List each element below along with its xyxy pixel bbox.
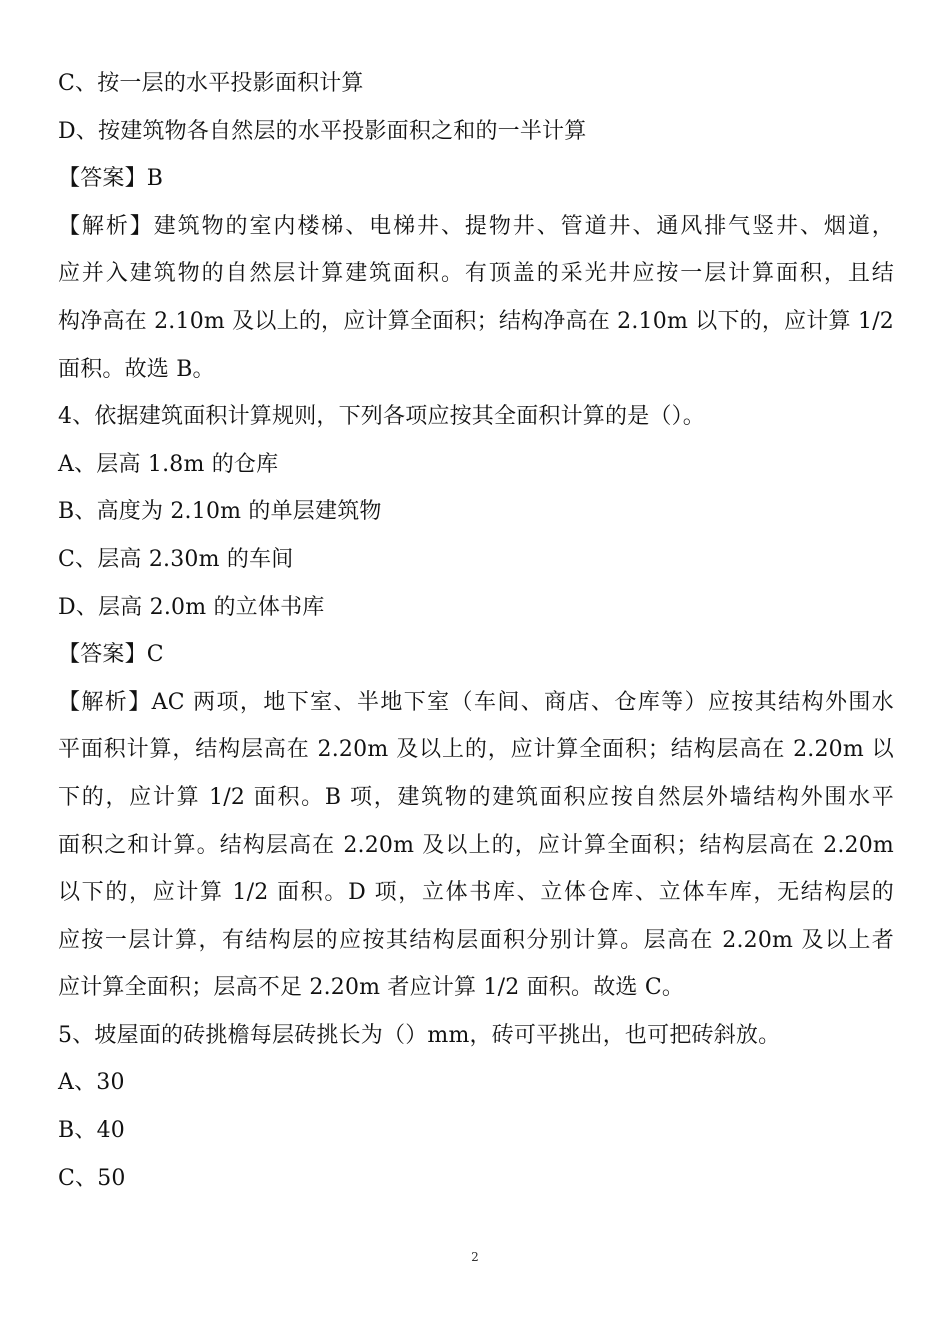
analysis-q3-line-2: 应并入建筑物的自然层计算建筑面积。有顶盖的采光井应按一层计算面积，且结 bbox=[58, 261, 894, 287]
option-a-q4: A、层高 1.8m 的仓库 bbox=[58, 451, 279, 477]
option-d-q4: D、层高 2.0m 的立体书库 bbox=[58, 594, 325, 620]
option-b-q5: B、40 bbox=[58, 1118, 125, 1144]
option-b-q4: B、高度为 2.10m 的单层建筑物 bbox=[58, 499, 382, 525]
analysis-q3-line-3: 构净高在 2.10m 及以上的，应计算全面积；结构净高在 2.10m 以下的，应计算 1/2 bbox=[58, 308, 894, 334]
document-page bbox=[58, 60, 894, 1202]
analysis-q4-line-6: 应按一层计算，有结构层的应按其结构层面积分别计算。层高在 2.20m 及以上者 bbox=[58, 927, 894, 953]
answer-q4: 【答案】C bbox=[58, 642, 164, 668]
option-c-q5: C、50 bbox=[58, 1165, 126, 1191]
question-5: 5、坡屋面的砖挑檐每层砖挑长为（）mm，砖可平挑出，也可把砖斜放。 bbox=[58, 1022, 781, 1048]
answer-q3: 【答案】B bbox=[58, 166, 164, 192]
analysis-q4-line-3: 下的，应计算 1/2 面积。B 项，建筑物的建筑面积应按自然层外墙结构外围水平 bbox=[58, 784, 894, 810]
analysis-q4-line-7: 应计算全面积；层高不足 2.20m 者应计算 1/2 面积。故选 C。 bbox=[58, 975, 685, 1001]
page-number: 2 bbox=[471, 1250, 479, 1264]
analysis-q4-line-2: 平面积计算，结构层高在 2.20m 及以上的，应计算全面积；结构层高在 2.20m 以 bbox=[58, 737, 894, 763]
analysis-q4-line-1: 【解析】AC 两项，地下室、半地下室（车间、商店、仓库等）应按其结构外围水 bbox=[58, 689, 894, 715]
option-d-q3: D、按建筑物各自然层的水平投影面积之和的一半计算 bbox=[58, 118, 587, 144]
option-c-q3: C、按一层的水平投影面积计算 bbox=[58, 71, 364, 96]
option-c-q4: C、层高 2.30m 的车间 bbox=[58, 546, 294, 572]
option-a-q5: A、30 bbox=[58, 1070, 125, 1096]
analysis-q3-line-1: 【解析】建筑物的室内楼梯、电梯井、提物井、管道井、通风排气竖井、烟道， bbox=[58, 213, 894, 239]
analysis-q4-line-5: 以下的，应计算 1/2 面积。D 项，立体书库、立体仓库、立体车库，无结构层的 bbox=[58, 880, 894, 906]
analysis-q4-line-4: 面积之和计算。结构层高在 2.20m 及以上的，应计算全面积；结构层高在 2.20m bbox=[58, 832, 894, 858]
analysis-q3-line-4: 面积。故选 B。 bbox=[58, 356, 215, 382]
question-4: 4、依据建筑面积计算规则，下列各项应按其全面积计算的是（）。 bbox=[58, 404, 705, 430]
